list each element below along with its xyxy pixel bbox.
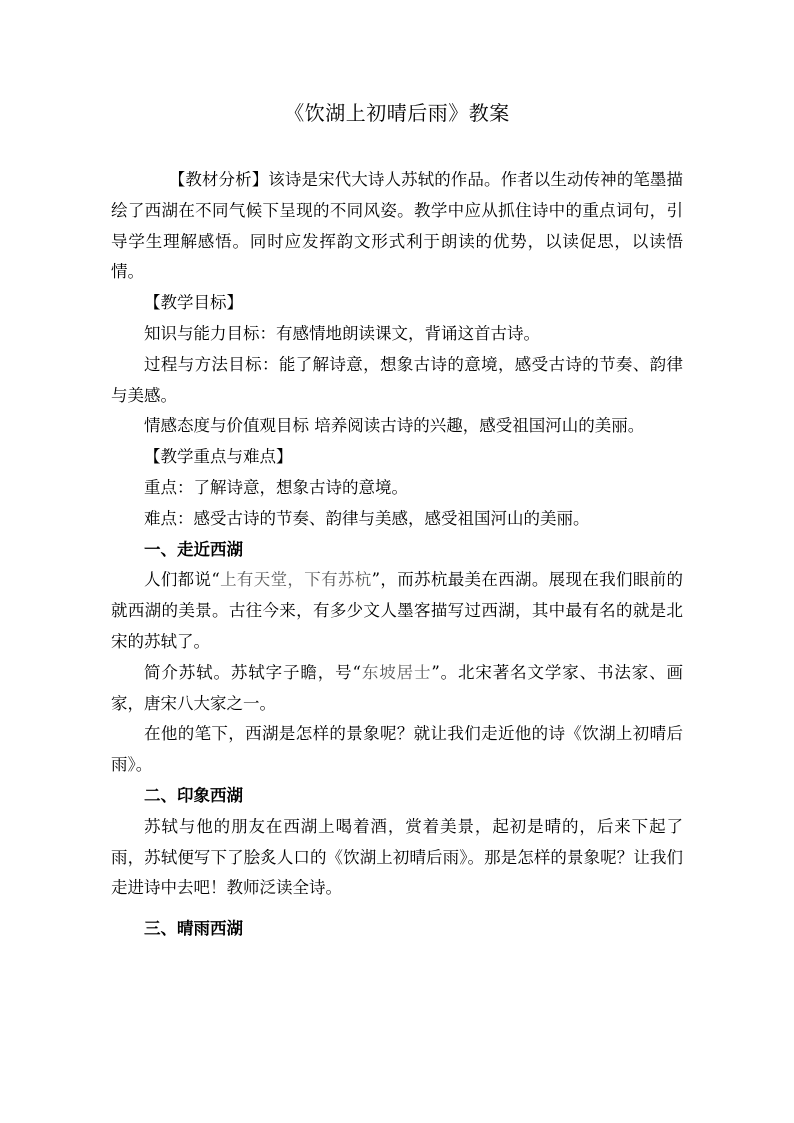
goal-emotion: 情感态度与价值观目标 培养阅读古诗的兴趣，感受祖国河山的美丽。 — [144, 416, 645, 436]
section-1-p2-text-b: ”。北宋著名文学家、书法家、画家，唐宋八大家之一。 — [111, 662, 683, 713]
difficulty: 难点：感受古诗的节奏、韵律与美感，感受祖国河山的美丽。 — [144, 508, 590, 528]
document-body — [111, 165, 683, 945]
goals-heading: 【教学目标】 — [144, 293, 243, 313]
section-3-heading: 三、晴雨西湖 — [144, 919, 243, 939]
spacer — [111, 904, 683, 914]
section-1-heading: 一、走近西湖 — [144, 539, 243, 559]
section-2-paragraph-1: 苏轼与他的朋友在西湖上喝着酒，赏着美景，起初是晴的，后来下起了雨，苏轼便写下了脍炙人口的《饮湖上初晴后雨》。那是怎样的景象呢？让我们走进诗中去吧！教师泛读全诗。 — [111, 816, 683, 898]
goal-knowledge: 知识与能力目标：有感情地朗读课文，背诵这首古诗。 — [144, 323, 540, 343]
section-1-text-a: 人们都说“ — [144, 570, 220, 590]
section-1-quote: 上有天堂，下有苏杭 — [219, 570, 372, 590]
keypoints-heading: 【教学重点与难点】 — [144, 447, 293, 467]
section-2-heading: 二、印象西湖 — [144, 785, 243, 805]
keypoint: 重点：了解诗意，想象古诗的意境。 — [144, 477, 408, 497]
section-1-paragraph-3: 在他的笔下，西湖是怎样的景象呢？就让我们走近他的诗《饮湖上初晴后雨》。 — [111, 724, 683, 775]
goal-process: 过程与方法目标：能了解诗意，想象古诗的意境，感受古诗的节奏、韵律与美感。 — [111, 354, 683, 405]
analysis-paragraph: 【教材分析】该诗是宋代大诗人苏轼的作品。作者以生动传神的笔墨描绘了西湖在不同气候下呈现的不同风姿。教学中应从抓住诗中的重点词句，引导学生理解感悟。同时应发挥韵文形式利于朗读的优势，以读促思，以读悟情。 — [111, 170, 683, 282]
section-1-paragraph-2 — [111, 658, 683, 720]
document-title: 《饮湖上初晴后雨》教案 — [284, 101, 510, 125]
section-1-p2-text-a: 简介苏轼。苏轼字子瞻，号“ — [144, 662, 361, 682]
section-1-paragraph-1 — [111, 565, 683, 657]
section-1-text-b: ”，而苏杭最美在西湖。展现在我们眼前的就西湖的美景。古往今来，有多少文人墨客描写过西湖，其中最有名的就是北宋的苏轼了。 — [111, 570, 684, 651]
section-1-p2-quote: 东坡居士 — [360, 662, 432, 682]
